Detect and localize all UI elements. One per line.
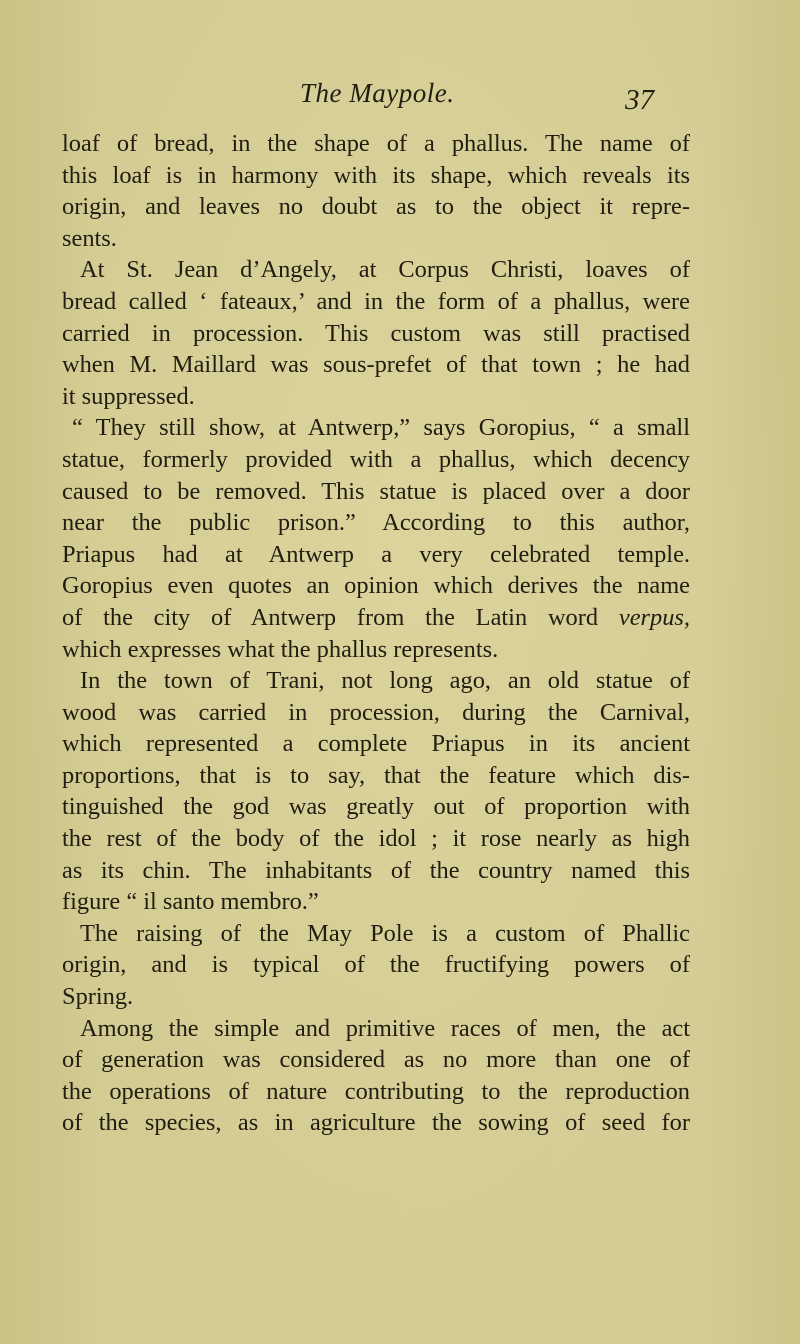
text-line: The raising of the May Pole is a custom of Phallic <box>80 919 690 947</box>
page-number: 37 <box>625 84 654 116</box>
text-line: caused to be removed. This statue is placed over a door <box>62 477 690 505</box>
text-line: Among the simple and primitive races of men, the act <box>80 1014 690 1042</box>
text-line: as its chin. The inhabitants of the country named this <box>62 856 690 884</box>
text-line: loaf of bread, in the shape of a phallus. The name of <box>62 130 690 157</box>
text-line: Priapus had at Antwerp a very celebrated temple. <box>62 540 690 568</box>
text-line: “ They still show, at Antwerp,” says Goropius, “ a small <box>72 414 690 442</box>
text-line: statue, formerly provided with a phallus, which decency <box>62 445 690 473</box>
italic-word: verpus, <box>618 603 690 631</box>
text-line: this loaf is in harmony with its shape, which reveals its <box>62 161 690 189</box>
text-line: which represented a complete Priapus in its ancient <box>62 730 690 758</box>
text-line: wood was carried in procession, during the Carnival, <box>62 698 690 726</box>
text-line: Goropius even quotes an opinion which derives the name <box>62 572 690 600</box>
text-line: At St. Jean d’Angely, at Corpus Christi, loaves of <box>80 256 690 284</box>
text-line: which expresses what the phallus represents. <box>62 635 499 663</box>
text-line: it suppressed. <box>62 382 195 410</box>
text-line: proportions, that is to say, that the feature which dis- <box>62 761 690 789</box>
text-line: tinguished the god was greatly out of proportion with <box>62 793 690 821</box>
running-title: The Maypole. <box>300 78 455 108</box>
text-line <box>62 602 690 634</box>
text-line: origin, and is typical of the fructifying powers of <box>62 951 690 979</box>
text-line: the operations of nature contributing to the reproduction <box>62 1077 690 1105</box>
text-line: origin, and leaves no doubt as to the object it repre- <box>62 193 690 221</box>
body-text <box>62 128 690 1139</box>
text-line: of generation was considered as no more than one of <box>62 1046 690 1074</box>
text-line: bread called ‘ fateaux,’ and in the form of a phallus, were <box>62 287 690 315</box>
text-line: when M. Maillard was sous-prefet of that town ; he had <box>62 351 690 379</box>
text-line: Spring. <box>62 983 134 1011</box>
text-line: near the public prison.” According to this author, <box>62 509 690 537</box>
text-line: figure “ il santo membro.” <box>62 888 319 916</box>
text-line: of the species, as in agriculture the sowing of seed for <box>62 1109 690 1137</box>
text-line: carried in procession. This custom was still practised <box>62 319 690 347</box>
text-line: In the town of Trani, not long ago, an old statue of <box>80 667 690 695</box>
text-segment: of the city of Antwerp from the Latin word <box>62 603 599 631</box>
text-line: sents. <box>62 224 117 252</box>
text-line: the rest of the body of the idol ; it rose nearly as high <box>62 825 690 853</box>
